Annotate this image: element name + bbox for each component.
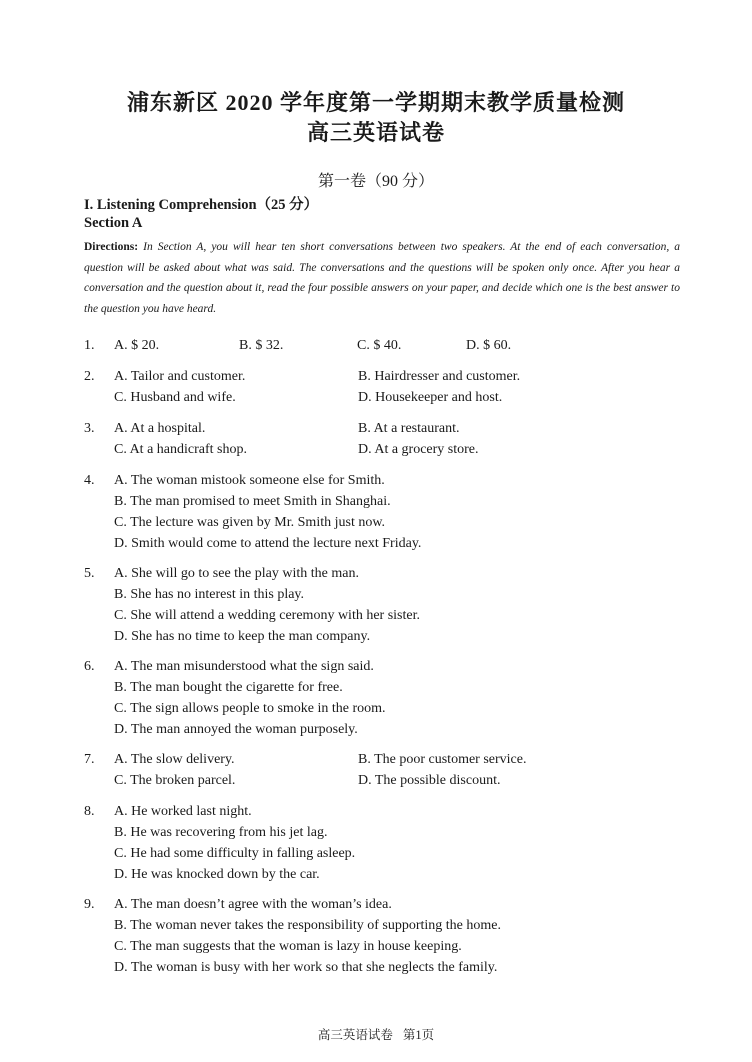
option-c: C. She will attend a wedding ceremony with her sister. xyxy=(114,608,420,623)
option-b: B. Hairdresser and customer. xyxy=(358,369,521,384)
question-number: 8. xyxy=(84,804,95,819)
option-a: A. The slow delivery. xyxy=(114,752,235,767)
question-number: 7. xyxy=(84,752,95,767)
option-b: B. $ 32. xyxy=(239,338,284,353)
part-title: 第一卷（90 分） xyxy=(317,173,434,190)
option-d: D. He was knocked down by the car. xyxy=(114,867,320,882)
option-b: B. The poor customer service. xyxy=(358,752,527,767)
option-d: D. $ 60. xyxy=(466,338,512,353)
option-b: B. The man bought the cigarette for free. xyxy=(114,680,343,695)
page-footer xyxy=(0,1025,752,1043)
option-c: C. He had some difficulty in falling asleep. xyxy=(114,846,356,861)
question-number: 4. xyxy=(84,473,95,488)
option-a: A. The man misunderstood what the sign said. xyxy=(114,659,374,674)
directions-text: In Section A, you will hear ten short conversations between two speakers. At the end of each conversation, a question will be asked about what was said. The conversations and the questions will be spoken only once. After you hear a conversation and the question about it, read the four possible answers on your paper, and decide which one is the best answer to the question you have heard. xyxy=(84,241,681,315)
option-c: C. Husband and wife. xyxy=(114,390,236,405)
question-number: 6. xyxy=(84,659,95,674)
option-a: A. At a hospital. xyxy=(114,421,206,436)
section-heading: I. Listening Comprehension（25 分） xyxy=(84,197,319,213)
option-c: C. $ 40. xyxy=(357,338,402,353)
option-b: B. At a restaurant. xyxy=(358,421,460,436)
subsection-heading: Section A xyxy=(84,215,143,231)
option-a: A. $ 20. xyxy=(114,338,160,353)
option-a: A. Tailor and customer. xyxy=(114,369,246,384)
directions xyxy=(84,237,680,319)
option-c: C. The broken parcel. xyxy=(114,773,236,788)
option-b: B. She has no interest in this play. xyxy=(114,587,305,602)
question-number: 1. xyxy=(84,338,95,353)
option-a: A. She will go to see the play with the man. xyxy=(114,566,359,581)
option-d: D. Smith would come to attend the lecture next Friday. xyxy=(114,536,422,551)
option-b: B. The woman never takes the responsibility of supporting the home. xyxy=(114,918,502,933)
option-d: D. The possible discount. xyxy=(358,773,501,788)
option-d: D. Housekeeper and host. xyxy=(358,390,503,405)
option-d: D. The woman is busy with her work so that she neglects the family. xyxy=(114,960,498,975)
option-c: C. The lecture was given by Mr. Smith just now. xyxy=(114,515,386,530)
option-c: C. At a handicraft shop. xyxy=(114,442,247,457)
option-c: C. The sign allows people to smoke in the room. xyxy=(114,701,386,716)
question-number: 5. xyxy=(84,566,95,581)
question-number: 9. xyxy=(84,897,95,912)
option-c: C. The man suggests that the woman is lazy in house keeping. xyxy=(114,939,462,954)
option-a: A. The man doesn’t agree with the woman’s idea. xyxy=(114,897,392,912)
exam-title: 浦东新区 2020 学年度第一学期期末教学质量检测 xyxy=(126,90,625,115)
exam-subtitle: 高三英语试卷 xyxy=(306,120,445,145)
option-a: A. He worked last night. xyxy=(114,804,252,819)
option-b: B. The man promised to meet Smith in Shanghai. xyxy=(114,494,391,509)
question-number: 2. xyxy=(84,369,95,384)
directions-label: Directions: xyxy=(84,241,139,253)
footer-page-number: 第1页 xyxy=(402,1028,435,1042)
option-d: D. She has no time to keep the man company. xyxy=(114,629,371,644)
option-b: B. He was recovering from his jet lag. xyxy=(114,825,328,840)
option-d: D. At a grocery store. xyxy=(358,442,479,457)
option-d: D. The man annoyed the woman purposely. xyxy=(114,722,358,737)
question-number: 3. xyxy=(84,421,95,436)
option-a: A. The woman mistook someone else for Smith. xyxy=(114,473,385,488)
footer-exam-name: 高三英语试卷 xyxy=(317,1028,393,1042)
